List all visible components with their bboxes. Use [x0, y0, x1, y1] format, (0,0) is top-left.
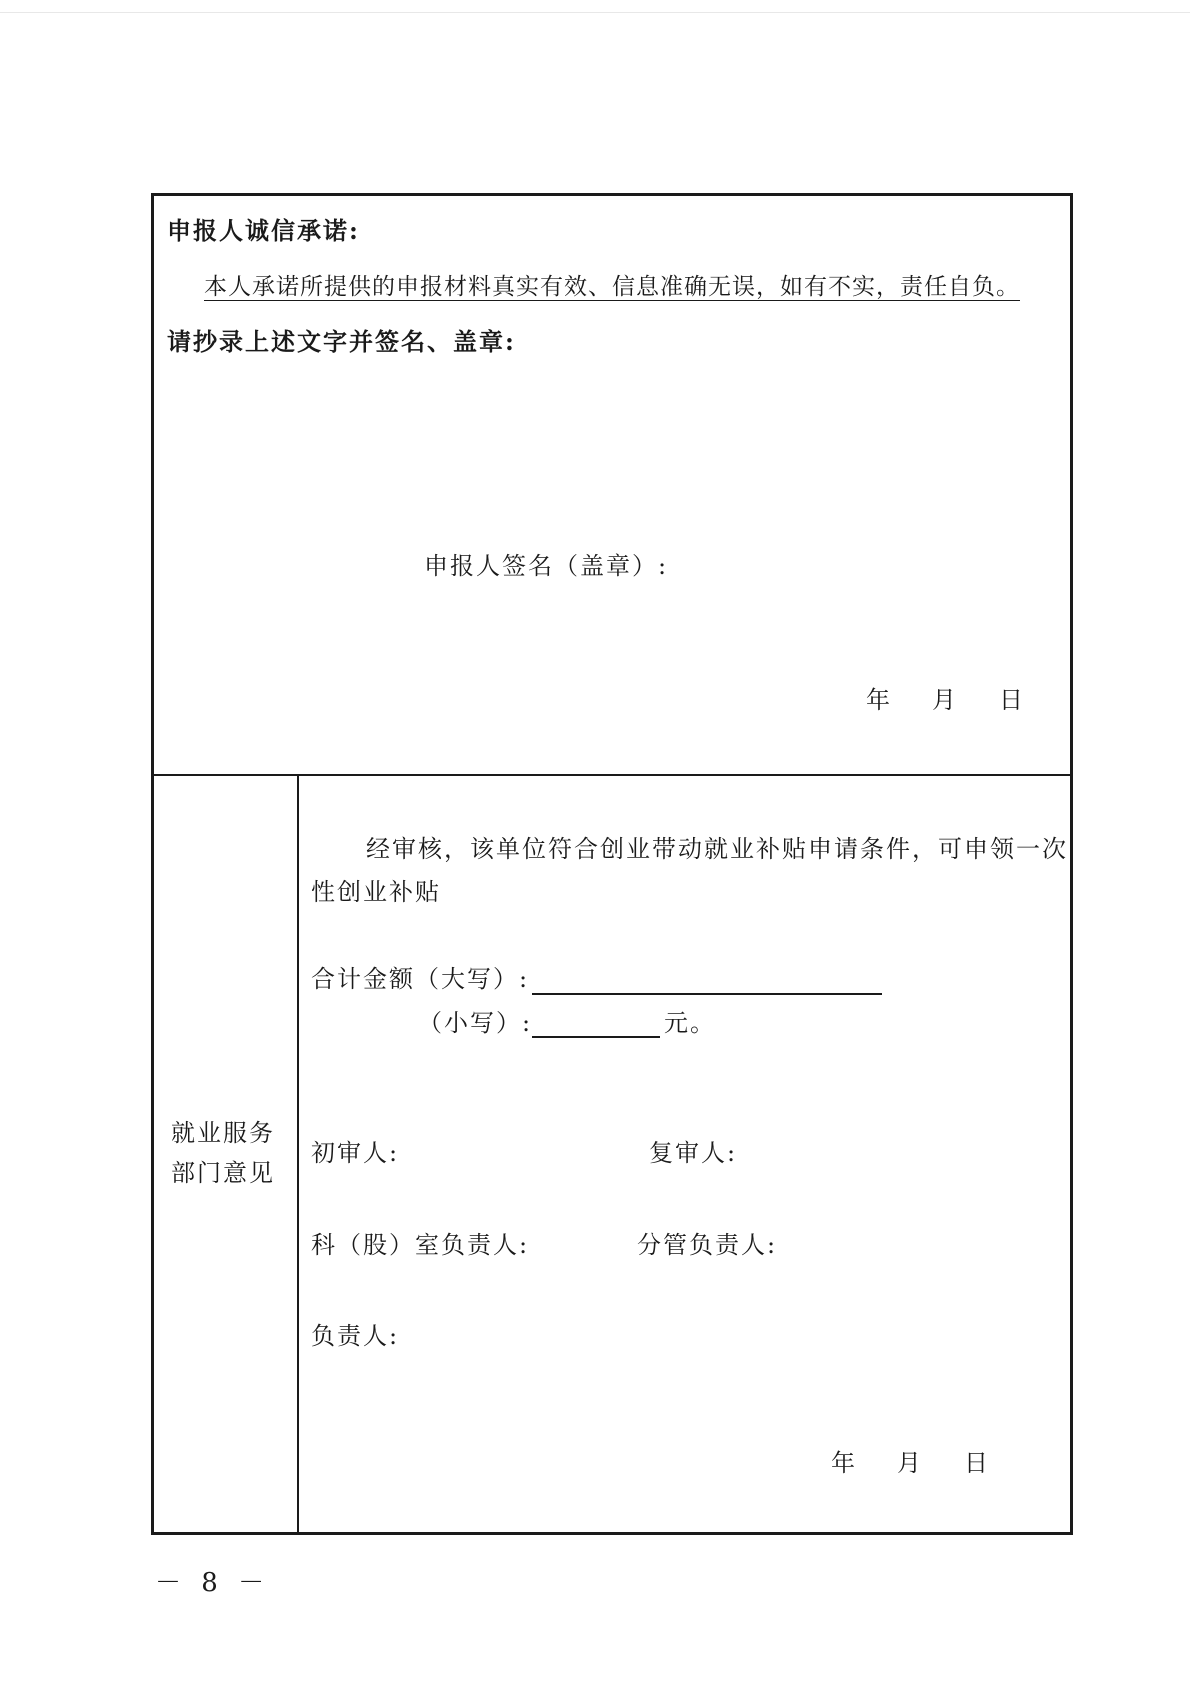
- page-top-edge: [0, 12, 1190, 13]
- amount-small-blank: [532, 1036, 660, 1038]
- deputy-head-label: 分管负责人:: [637, 1231, 778, 1259]
- review-text-line1: 经审核，该单位符合创业带动就业补贴申请条件，可申领一次: [366, 835, 1068, 863]
- pledge-heading: 申报人诚信承诺:: [167, 216, 360, 245]
- amount-small-label: （小写）:: [418, 1009, 533, 1037]
- page-number: － 8 －: [155, 1568, 271, 1598]
- copy-instruction: 请抄录上述文字并签名、盖章:: [167, 327, 516, 356]
- service-date-day: 日: [964, 1449, 990, 1477]
- applicant-date-month: 月: [932, 686, 958, 714]
- amount-unit: 元。: [664, 1009, 716, 1037]
- head-label: 负责人:: [311, 1322, 400, 1350]
- section-head-label: 科（股）室负责人:: [311, 1231, 530, 1259]
- applicant-date-day: 日: [999, 686, 1025, 714]
- label-column-divider: [297, 774, 299, 1532]
- second-reviewer-label: 复审人:: [649, 1139, 738, 1167]
- review-text-line2: 性创业补贴: [311, 878, 441, 906]
- service-date-month: 月: [897, 1449, 923, 1477]
- first-reviewer-label: 初审人:: [311, 1139, 400, 1167]
- section-divider: [154, 774, 1070, 776]
- application-form-table: [151, 193, 1073, 1535]
- service-date-year: 年: [831, 1449, 857, 1477]
- amount-capital-blank: [532, 993, 882, 995]
- row-label-line2: 部门意见: [171, 1159, 275, 1187]
- applicant-signature-label: 申报人签名（盖章）:: [424, 552, 669, 580]
- amount-capital-label: 合计金额（大写）:: [311, 965, 530, 993]
- pledge-text: 本人承诺所提供的申报材料真实有效、信息准确无误，如有不实，责任自负。: [204, 274, 1020, 300]
- row-label-line1: 就业服务: [171, 1119, 275, 1147]
- applicant-date-year: 年: [866, 686, 892, 714]
